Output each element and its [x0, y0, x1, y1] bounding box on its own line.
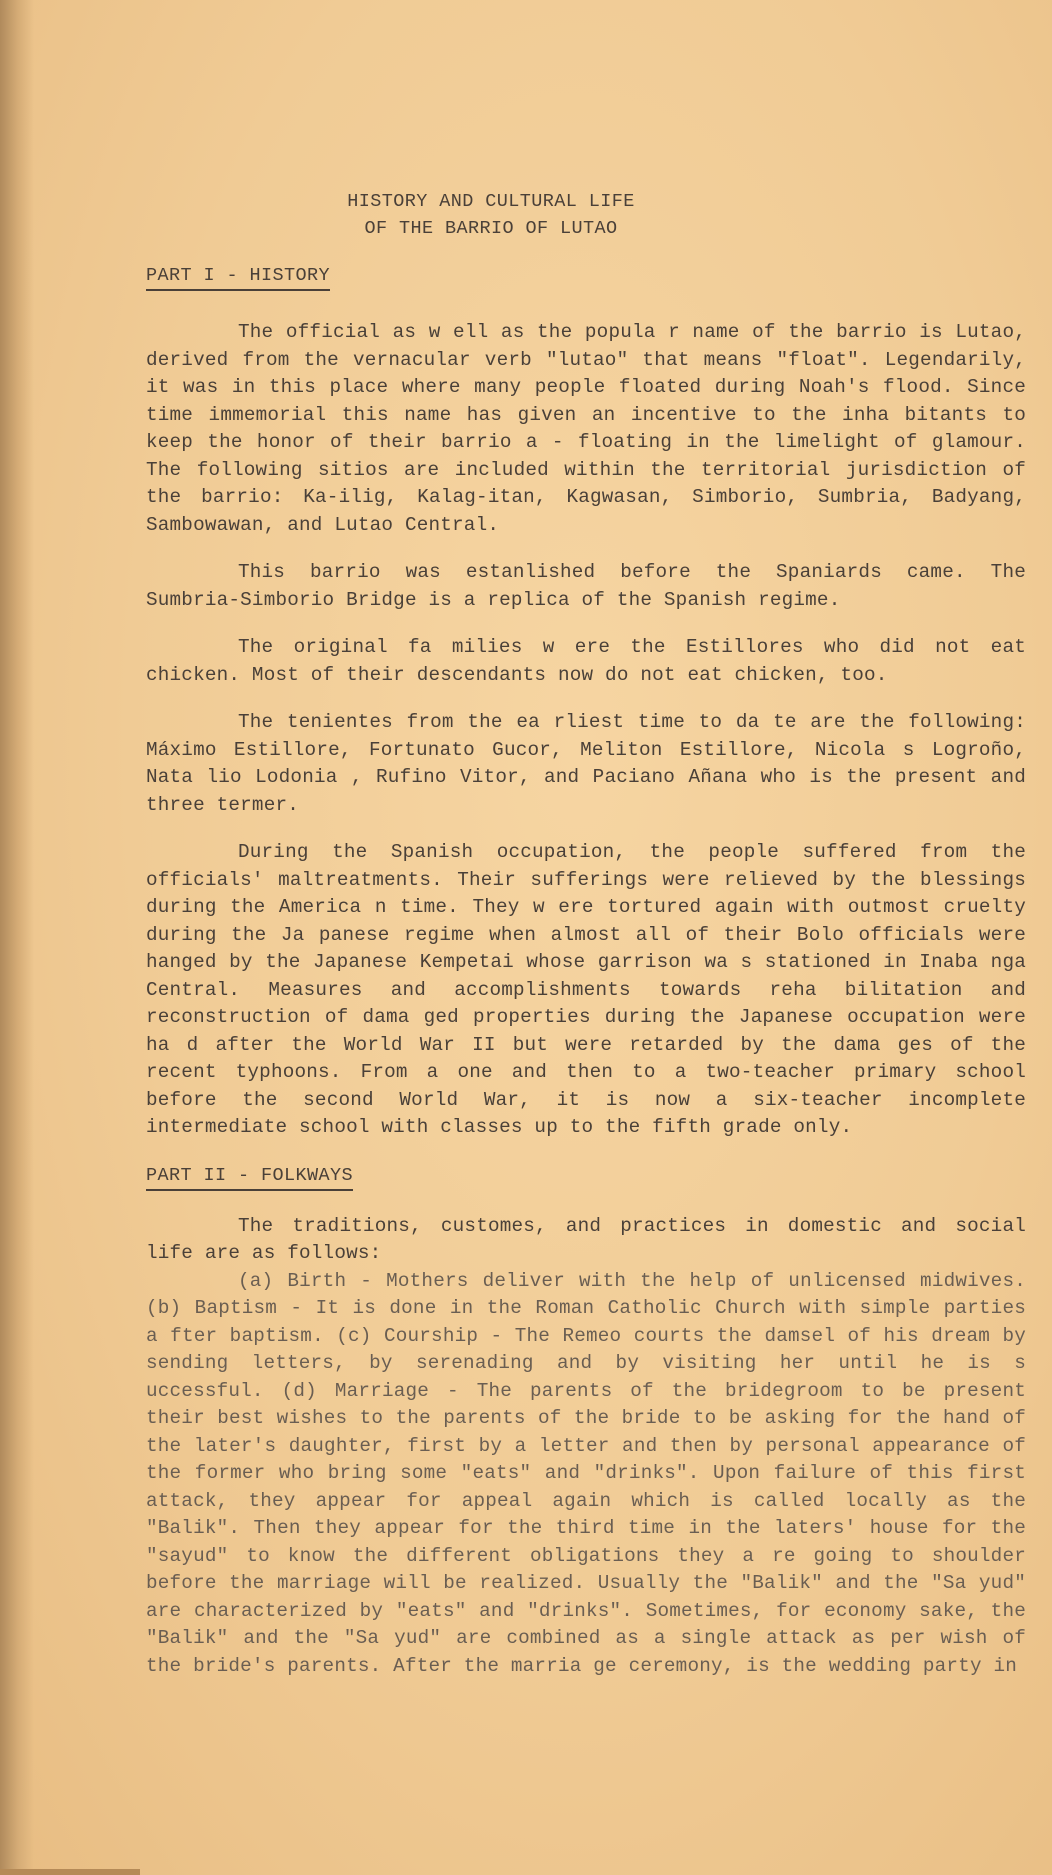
document-title: [146, 188, 836, 242]
paragraph-occupation: During the Spanish occupation, the people suffered from the officials' maltreatments. Their sufferings were relieved by the blessings during the America n time. They w ere tortured again with outmost cruelty during the Ja panese regime when almost all of their Bolo officials were hanged by the Japanese Kempetai whose garrison wa s stationed in Inaba nga Central. Measures and accomplishments towards reha bilitation and reconstruction of dama ged properties during the Japanese occupation were ha d after the World War II but were retarded by the dama ges of the recent typhoons. From a one and then to a two-teacher primary school before the second World War, it is now a six-teacher incomplete intermediate school with classes up to the fifth grade only.: [146, 841, 1026, 1138]
page-edge-mark: [0, 1869, 140, 1875]
page-binding-shadow: [0, 0, 34, 1875]
title-line-1: HISTORY AND CULTURAL LIFE: [347, 191, 635, 212]
paragraph-original-families: The original fa milies w ere the Estillores who did not eat chicken. Most of their descendants now do not eat chicken, too.: [146, 636, 1026, 686]
paragraph-tenientes: The tenientes from the ea rliest time to da te are the following: Máximo Estillore, Fortunato Gucor, Meliton Estillore, Nicola s Logroño, Nata lio Lodonia , Rufino Vitor, and Paciano Añana who is the present and three termer.: [146, 711, 1026, 816]
part-1-heading-wrap: [146, 264, 1026, 291]
paragraph-name-origin: The official as w ell as the popula r name of the barrio is Lutao, derived from the vernacular verb "lutao" that means "float". Legendarily, it was in this place where many people floated during Noah's flood. Since time immemorial this name has given an incentive to the inha bitants to keep the honor of their barrio a - floating in the limelight of glamour. The following sitios are included within the territorial jurisdiction of the barrio: Ka-ilig, Kalag-itan, Kagwasan, Simborio, Sumbria, Badyang, Sambowawan, and Lutao Central.: [146, 321, 1026, 536]
part-2-heading: PART II - FOLKWAYS: [146, 1164, 353, 1191]
document-content: [146, 188, 1026, 1680]
title-line-2: OF THE BARRIO OF LUTAO: [364, 218, 618, 239]
paragraph-established: This barrio was estanlished before the Spaniards came. The Sumbria-Simborio Bridge is a replica of the Spanish regime.: [146, 561, 1026, 611]
paragraph-folkways-practices: (a) Birth - Mothers deliver with the help of unlicensed midwives. (b) Baptism - It is done in the Roman Catholic Church with simple parties a fter baptism. (c) Courship - The Remeo courts the damsel of his dream by sending letters, by serenading and by visiting her until he is s uccessful. (d) Marriage - The parents of the bridegroom to be present their best wishes to the parents of the bride to be asking for the hand of the later's daughter, first by a letter and then by personal appearance of the former who bring some "eats" and "drinks". Upon failure of this first attack, they appear for appeal again which is called locally as the "Balik". Then they appear for the third time in the laters' house for the "sayud" to know the different obligations they a re going to shoulder before the marriage will be realized. Usually the "Balik" and the "Sa yud" are characterized by "eats" and "drinks". Sometimes, for economy sake, the "Balik" and the "Sa yud" are combined as a single attack as per wish of the bride's parents. After the marria ge ceremony, is the wedding party in: [146, 1269, 1026, 1677]
part-1-heading: PART I - HISTORY: [146, 264, 330, 291]
paragraph-folkways-intro: The traditions, customes, and practices in domestic and social life are as follows:: [146, 1214, 1026, 1264]
part-2-heading-wrap: [146, 1164, 1026, 1191]
